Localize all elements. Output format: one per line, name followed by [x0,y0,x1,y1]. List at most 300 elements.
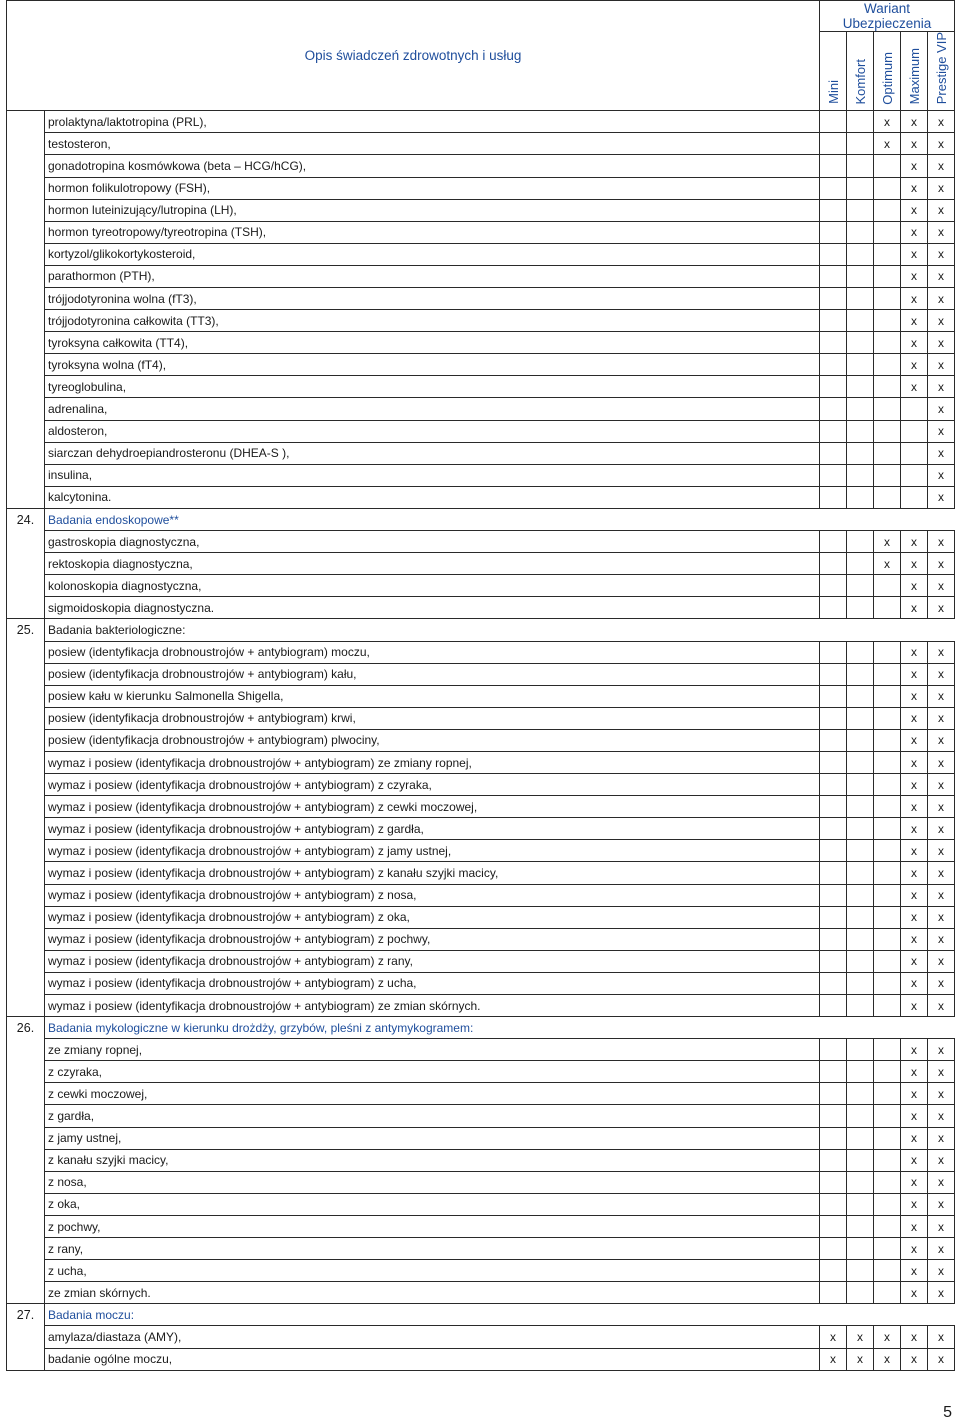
coverage-mark-prestige-vip: x [928,972,955,994]
table-row [7,420,955,442]
table-row [7,906,955,928]
coverage-mark-komfort: x [847,1326,874,1348]
coverage-mark-prestige-vip: x [928,1193,955,1215]
section-number [7,265,45,287]
coverage-mark-prestige-vip: x [928,133,955,155]
coverage-mark-mini [820,464,847,486]
coverage-mark-prestige-vip: x [928,464,955,486]
service-label: ze zmian skórnych. [45,1282,820,1304]
service-label: hormon tyreotropowy/tyreotropina (TSH), [45,221,820,243]
coverage-table [6,0,955,1371]
coverage-mark-optimum [874,995,901,1017]
table-row [7,1348,955,1370]
section-number [7,1260,45,1282]
service-label: badanie ogólne moczu, [45,1348,820,1370]
section-number [7,840,45,862]
coverage-mark-komfort: x [847,1348,874,1370]
coverage-mark-mini [820,575,847,597]
coverage-mark-prestige-vip: x [928,1149,955,1171]
coverage-mark-prestige-vip: x [928,553,955,575]
service-label: tyreoglobulina, [45,376,820,398]
table-row [7,310,955,332]
service-label: insulina, [45,464,820,486]
section-number: 26. [7,1017,45,1039]
coverage-mark-optimum [874,928,901,950]
coverage-mark-komfort [847,884,874,906]
coverage-mark-komfort [847,950,874,972]
service-label: kalcytonina. [45,486,820,508]
coverage-mark-mini [820,1215,847,1237]
coverage-mark-optimum: x [874,133,901,155]
coverage-mark-mini [820,818,847,840]
coverage-mark-maximum: x [901,177,928,199]
section-number [7,1282,45,1304]
coverage-mark-mini [820,1061,847,1083]
coverage-mark-maximum: x [901,1193,928,1215]
coverage-mark-mini [820,751,847,773]
section-number [7,818,45,840]
service-label: wymaz i posiew (identyfikacja drobnoustrojów + antybiogram) ze zmian skórnych. [45,995,820,1017]
section-number [7,1127,45,1149]
coverage-mark-komfort [847,133,874,155]
coverage-mark-komfort [847,288,874,310]
coverage-mark-mini [820,199,847,221]
coverage-mark-maximum: x [901,332,928,354]
section-number: 24. [7,508,45,530]
table-row [7,199,955,221]
coverage-mark-mini [820,177,847,199]
coverage-mark-mini [820,840,847,862]
section-number [7,486,45,508]
service-label: wymaz i posiew (identyfikacja drobnoustrojów + antybiogram) z jamy ustnej, [45,840,820,862]
coverage-mark-maximum: x [901,950,928,972]
coverage-mark-komfort [847,199,874,221]
coverage-mark-maximum: x [901,597,928,619]
table-title: Opis świadczeń zdrowotnych i usług [7,1,820,111]
section-number [7,663,45,685]
table-row [7,796,955,818]
coverage-mark-komfort [847,972,874,994]
coverage-mark-mini [820,1083,847,1105]
table-row [7,1149,955,1171]
coverage-mark-optimum [874,420,901,442]
table-row [7,265,955,287]
section-number [7,354,45,376]
service-label: wymaz i posiew (identyfikacja drobnoustrojów + antybiogram) z gardła, [45,818,820,840]
section-number [7,531,45,553]
table-row [7,1326,955,1348]
coverage-mark-maximum: x [901,729,928,751]
coverage-mark-optimum [874,818,901,840]
service-label: amylaza/diastaza (AMY), [45,1326,820,1348]
service-label: wymaz i posiew (identyfikacja drobnoustrojów + antybiogram) z ucha, [45,972,820,994]
section-number [7,751,45,773]
coverage-mark-maximum: x [901,995,928,1017]
service-label: hormon luteinizujący/lutropina (LH), [45,199,820,221]
coverage-mark-mini: x [820,1348,847,1370]
section-title: Badania bakteriologiczne: [45,619,955,641]
coverage-mark-mini [820,553,847,575]
coverage-mark-optimum [874,796,901,818]
service-label: posiew (identyfikacja drobnoustrojów + antybiogram) moczu, [45,641,820,663]
service-label: parathormon (PTH), [45,265,820,287]
section-number [7,1061,45,1083]
table-row [7,133,955,155]
coverage-mark-komfort [847,774,874,796]
coverage-mark-komfort [847,310,874,332]
coverage-mark-maximum: x [901,862,928,884]
service-label: wymaz i posiew (identyfikacja drobnoustrojów + antybiogram) z oka, [45,906,820,928]
variant-col-prestige-vip: Prestige VIP [928,32,955,111]
coverage-mark-prestige-vip: x [928,1282,955,1304]
section-number [7,1193,45,1215]
coverage-mark-prestige-vip: x [928,1348,955,1370]
coverage-mark-optimum [874,575,901,597]
coverage-mark-mini [820,972,847,994]
table-row [7,486,955,508]
section-number [7,442,45,464]
coverage-mark-komfort [847,1215,874,1237]
coverage-mark-komfort [847,575,874,597]
coverage-mark-mini [820,884,847,906]
coverage-mark-prestige-vip: x [928,1039,955,1061]
coverage-mark-prestige-vip: x [928,729,955,751]
table-row [7,442,955,464]
coverage-mark-optimum [874,729,901,751]
coverage-mark-maximum: x [901,928,928,950]
coverage-mark-maximum: x [901,265,928,287]
coverage-mark-maximum: x [901,1171,928,1193]
coverage-mark-mini [820,928,847,950]
coverage-mark-prestige-vip: x [928,111,955,133]
coverage-mark-prestige-vip: x [928,1326,955,1348]
coverage-mark-maximum: x [901,1127,928,1149]
section-number [7,950,45,972]
service-label: z rany, [45,1238,820,1260]
service-label: ze zmiany ropnej, [45,1039,820,1061]
section-number [7,1215,45,1237]
coverage-mark-komfort [847,1282,874,1304]
coverage-mark-maximum: x [901,1083,928,1105]
coverage-mark-prestige-vip: x [928,840,955,862]
section-number [7,420,45,442]
coverage-mark-maximum: x [901,884,928,906]
section-number [7,332,45,354]
coverage-mark-prestige-vip: x [928,1171,955,1193]
coverage-mark-maximum: x [901,685,928,707]
coverage-mark-prestige-vip: x [928,707,955,729]
coverage-mark-optimum [874,199,901,221]
section-number [7,199,45,221]
coverage-mark-optimum [874,840,901,862]
coverage-mark-prestige-vip: x [928,884,955,906]
section-title: Badania endoskopowe** [45,508,955,530]
coverage-mark-maximum: x [901,707,928,729]
service-label: z pochwy, [45,1215,820,1237]
coverage-mark-maximum [901,442,928,464]
coverage-mark-komfort [847,597,874,619]
coverage-mark-maximum: x [901,1105,928,1127]
coverage-mark-mini [820,1127,847,1149]
coverage-mark-maximum: x [901,1039,928,1061]
variant-col-optimum: Optimum [874,32,901,111]
table-row [7,1171,955,1193]
coverage-mark-mini [820,1260,847,1282]
service-label: hormon folikulotropowy (FSH), [45,177,820,199]
coverage-mark-optimum: x [874,111,901,133]
coverage-mark-komfort [847,751,874,773]
coverage-mark-komfort [847,464,874,486]
section-number [7,972,45,994]
table-row [7,332,955,354]
coverage-mark-mini [820,265,847,287]
coverage-mark-optimum [874,1039,901,1061]
coverage-mark-optimum [874,641,901,663]
service-label: trójjodotyronina całkowita (TT3), [45,310,820,332]
coverage-mark-komfort [847,1083,874,1105]
table-row [7,1193,955,1215]
section-number [7,1171,45,1193]
service-label: prolaktyna/laktotropina (PRL), [45,111,820,133]
coverage-mark-maximum: x [901,1260,928,1282]
coverage-mark-maximum: x [901,376,928,398]
coverage-mark-prestige-vip: x [928,420,955,442]
coverage-mark-maximum: x [901,663,928,685]
coverage-mark-optimum [874,398,901,420]
table-row [7,398,955,420]
coverage-mark-komfort [847,420,874,442]
section-number [7,177,45,199]
coverage-mark-prestige-vip: x [928,310,955,332]
coverage-mark-optimum [874,177,901,199]
coverage-mark-optimum [874,376,901,398]
coverage-mark-mini [820,376,847,398]
coverage-mark-maximum: x [901,310,928,332]
coverage-mark-komfort [847,906,874,928]
coverage-mark-maximum: x [901,288,928,310]
table-row [7,1039,955,1061]
coverage-mark-mini [820,354,847,376]
table-row [7,1238,955,1260]
coverage-mark-komfort [847,928,874,950]
coverage-mark-mini [820,1193,847,1215]
section-number [7,928,45,950]
coverage-mark-maximum [901,398,928,420]
table-row [7,751,955,773]
coverage-mark-komfort [847,862,874,884]
coverage-mark-prestige-vip: x [928,685,955,707]
coverage-mark-prestige-vip: x [928,332,955,354]
coverage-mark-mini [820,1105,847,1127]
service-label: z cewki moczowej, [45,1083,820,1105]
coverage-mark-prestige-vip: x [928,199,955,221]
table-row [7,840,955,862]
table-row [7,553,955,575]
table-row [7,1127,955,1149]
section-number [7,884,45,906]
section-header-row [7,508,955,530]
coverage-mark-prestige-vip: x [928,1127,955,1149]
coverage-mark-mini [820,420,847,442]
coverage-mark-komfort [847,376,874,398]
coverage-mark-maximum: x [901,1215,928,1237]
coverage-mark-prestige-vip: x [928,155,955,177]
variant-col-komfort: Komfort [847,32,874,111]
table-row [7,354,955,376]
coverage-mark-maximum: x [901,111,928,133]
coverage-mark-mini [820,995,847,1017]
coverage-mark-optimum [874,288,901,310]
table-row [7,950,955,972]
coverage-mark-maximum: x [901,774,928,796]
service-label: wymaz i posiew (identyfikacja drobnoustrojów + antybiogram) z pochwy, [45,928,820,950]
coverage-mark-maximum: x [901,906,928,928]
coverage-mark-mini [820,288,847,310]
coverage-mark-optimum [874,862,901,884]
coverage-mark-prestige-vip: x [928,995,955,1017]
coverage-mark-komfort [847,221,874,243]
section-number [7,906,45,928]
service-label: wymaz i posiew (identyfikacja drobnoustrojów + antybiogram) z nosa, [45,884,820,906]
table-body [7,111,955,1370]
service-label: aldosteron, [45,420,820,442]
coverage-mark-prestige-vip: x [928,950,955,972]
coverage-mark-maximum: x [901,354,928,376]
section-number [7,597,45,619]
coverage-mark-maximum: x [901,818,928,840]
coverage-mark-optimum [874,155,901,177]
service-label: kortyzol/glikokortykosteroid, [45,243,820,265]
coverage-mark-optimum: x [874,531,901,553]
coverage-mark-prestige-vip: x [928,265,955,287]
table-row [7,376,955,398]
service-label: trójjodotyronina wolna (fT3), [45,288,820,310]
coverage-mark-komfort [847,663,874,685]
coverage-mark-komfort [847,641,874,663]
coverage-mark-prestige-vip: x [928,818,955,840]
table-row [7,884,955,906]
service-label: posiew kału w kierunku Salmonella Shigella, [45,685,820,707]
coverage-mark-komfort [847,332,874,354]
service-label: wymaz i posiew (identyfikacja drobnoustrojów + antybiogram) z cewki moczowej, [45,796,820,818]
coverage-mark-prestige-vip: x [928,597,955,619]
coverage-mark-prestige-vip: x [928,1061,955,1083]
service-label: adrenalina, [45,398,820,420]
table-row [7,1083,955,1105]
coverage-mark-komfort [847,553,874,575]
coverage-mark-optimum [874,1215,901,1237]
coverage-mark-prestige-vip: x [928,288,955,310]
service-label: posiew (identyfikacja drobnoustrojów + antybiogram) kału, [45,663,820,685]
variant-col-mini: Mini [820,32,847,111]
coverage-mark-prestige-vip: x [928,243,955,265]
variant-header: Wariant Ubezpieczenia [820,1,955,32]
table-row [7,288,955,310]
coverage-mark-mini [820,442,847,464]
coverage-mark-optimum [874,354,901,376]
coverage-mark-komfort [847,1105,874,1127]
section-number [7,1105,45,1127]
coverage-mark-komfort [847,155,874,177]
table-row [7,155,955,177]
table-row [7,177,955,199]
coverage-mark-mini [820,332,847,354]
section-number [7,398,45,420]
coverage-mark-mini [820,950,847,972]
coverage-mark-maximum: x [901,531,928,553]
coverage-mark-prestige-vip: x [928,906,955,928]
coverage-mark-komfort [847,1127,874,1149]
coverage-mark-maximum: x [901,1061,928,1083]
coverage-mark-optimum [874,950,901,972]
coverage-mark-mini [820,597,847,619]
section-number [7,243,45,265]
section-number [7,376,45,398]
coverage-mark-prestige-vip: x [928,575,955,597]
coverage-mark-optimum [874,1238,901,1260]
coverage-mark-optimum: x [874,1348,901,1370]
coverage-mark-optimum [874,751,901,773]
coverage-mark-prestige-vip: x [928,1260,955,1282]
coverage-mark-maximum: x [901,840,928,862]
coverage-mark-maximum: x [901,1149,928,1171]
coverage-mark-komfort [847,398,874,420]
table-row [7,928,955,950]
coverage-mark-optimum [874,707,901,729]
coverage-mark-mini [820,796,847,818]
coverage-mark-komfort [847,729,874,751]
coverage-mark-optimum [874,221,901,243]
coverage-mark-optimum [874,774,901,796]
coverage-mark-prestige-vip: x [928,663,955,685]
coverage-mark-prestige-vip: x [928,177,955,199]
coverage-mark-mini [820,398,847,420]
coverage-mark-komfort [847,1260,874,1282]
section-number: 25. [7,619,45,641]
table-row [7,995,955,1017]
coverage-mark-mini [820,729,847,751]
coverage-mark-mini [820,707,847,729]
coverage-mark-maximum: x [901,1326,928,1348]
table-row [7,111,955,133]
coverage-mark-komfort [847,1238,874,1260]
coverage-mark-maximum: x [901,972,928,994]
coverage-mark-prestige-vip: x [928,928,955,950]
section-number [7,774,45,796]
service-label: sigmoidoskopia diagnostyczna. [45,597,820,619]
coverage-mark-optimum: x [874,553,901,575]
table-row [7,1260,955,1282]
coverage-mark-maximum [901,420,928,442]
table-row [7,1105,955,1127]
service-label: kolonoskopia diagnostyczna, [45,575,820,597]
table-row [7,221,955,243]
coverage-mark-mini [820,774,847,796]
service-label: siarczan dehydroepiandrosteronu (DHEA-S ), [45,442,820,464]
service-label: posiew (identyfikacja drobnoustrojów + antybiogram) plwociny, [45,729,820,751]
service-label: z ucha, [45,1260,820,1282]
table-row [7,464,955,486]
coverage-mark-maximum: x [901,553,928,575]
coverage-mark-maximum [901,486,928,508]
coverage-mark-prestige-vip: x [928,1238,955,1260]
section-number [7,641,45,663]
coverage-mark-prestige-vip: x [928,354,955,376]
coverage-mark-mini [820,641,847,663]
table-row [7,774,955,796]
section-number [7,685,45,707]
table-row [7,663,955,685]
